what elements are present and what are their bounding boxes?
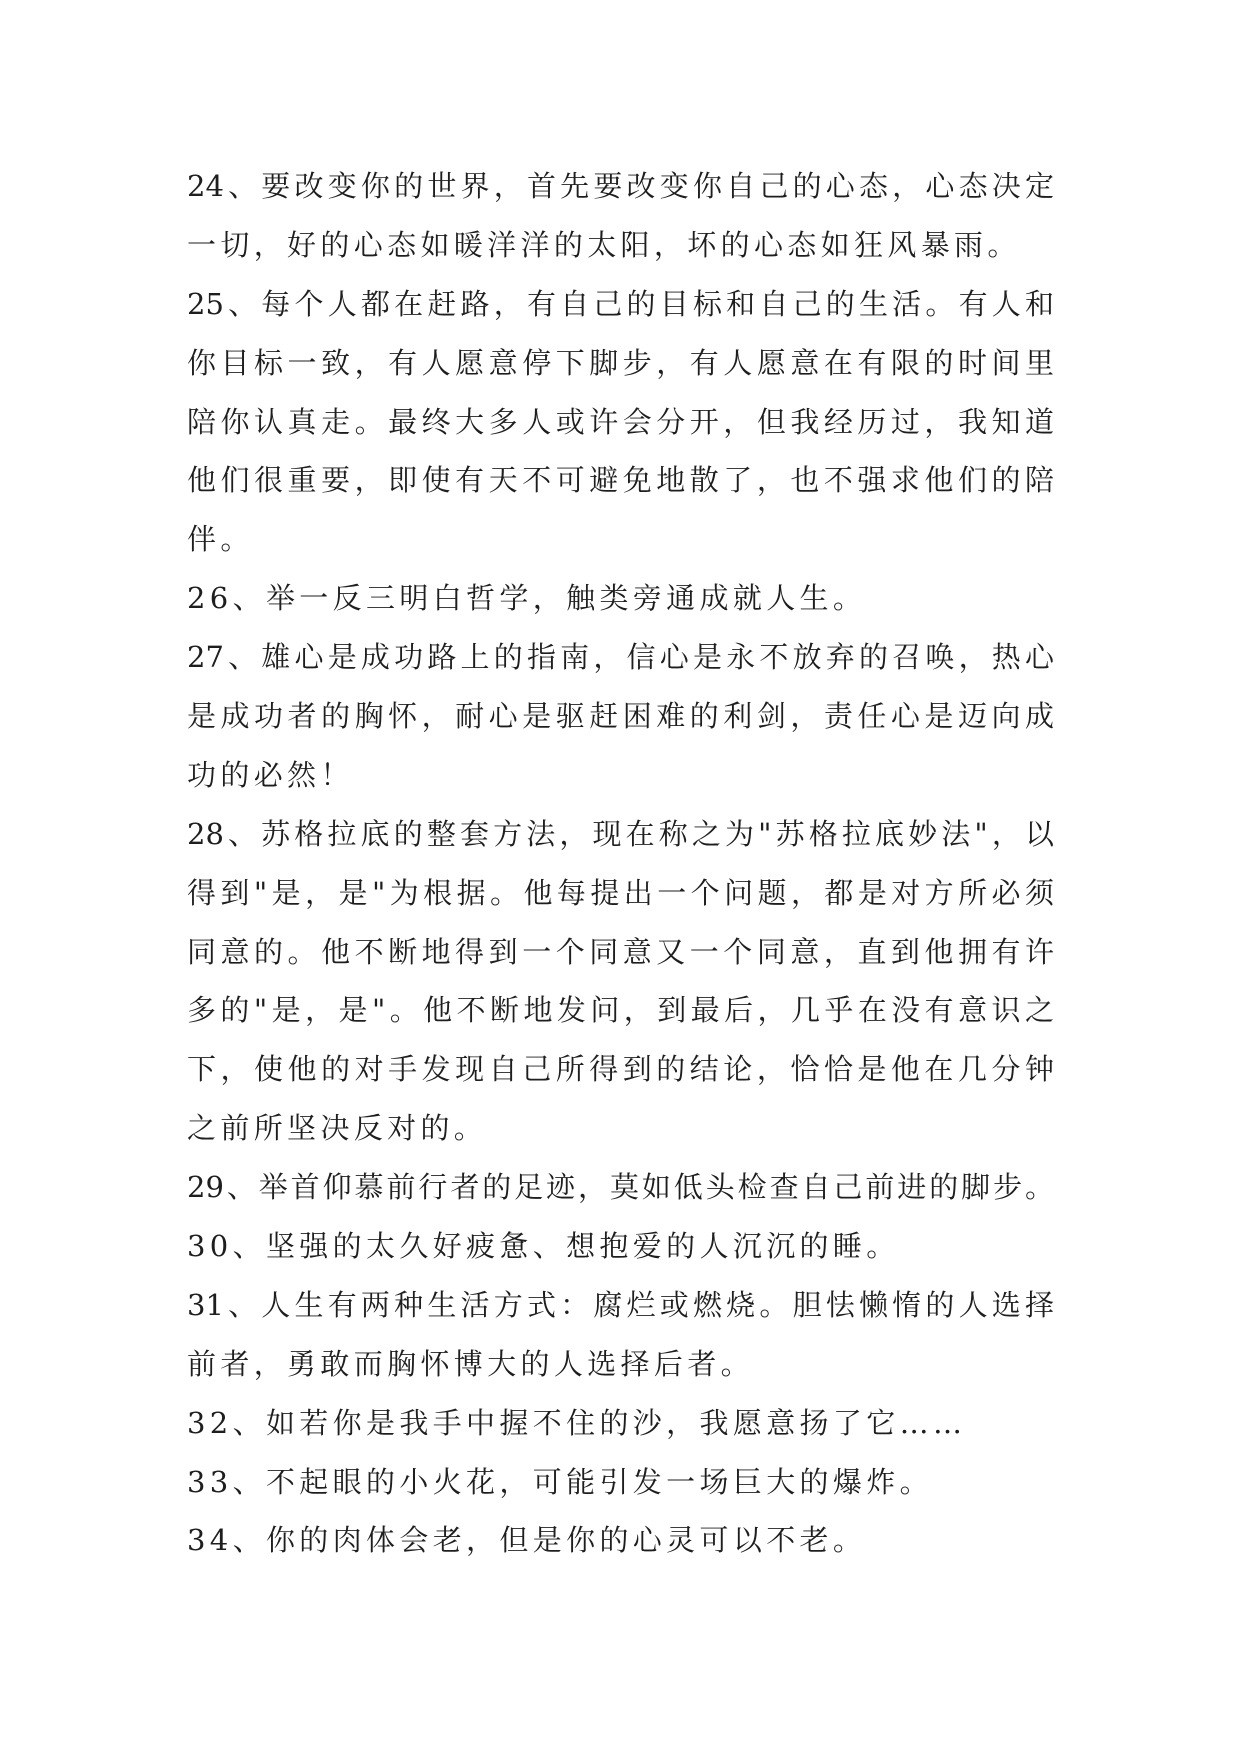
text-line: 多的"是，是"。他不断地发问，到最后，几乎在没有意识之 [187, 993, 1054, 1028]
text-line: 你目标一致，有人愿意停下脚步，有人愿意在有限的时间里 [187, 345, 1054, 380]
document-body [187, 157, 1054, 1570]
text-line: 28、苏格拉底的整套方法，现在称之为"苏格拉底妙法"，以 [187, 816, 1054, 851]
text-line: 伴。 [187, 522, 254, 557]
paragraph-34 [187, 1511, 1054, 1570]
paragraph-31 [187, 1276, 1054, 1394]
text-line: 34、你的肉体会老，但是你的心灵可以不老。 [187, 1523, 867, 1558]
text-line: 一切，好的心态如暖洋洋的太阳，坏的心态如狂风暴雨。 [187, 227, 1021, 262]
text-line: 29、举首仰慕前行者的足迹，莫如低头检查自己前进的脚步。 [187, 1170, 1054, 1205]
text-line: 25、每个人都在赶路，有自己的目标和自己的生活。有人和 [187, 286, 1054, 321]
paragraph-25 [187, 275, 1054, 569]
text-line: 陪你认真走。最终大多人或许会分开，但我经历过，我知道 [187, 404, 1054, 439]
text-line: 下，使他的对手发现自己所得到的结论，恰恰是他在几分钟 [187, 1052, 1054, 1087]
paragraph-33 [187, 1453, 1054, 1512]
text-line: 31、人生有两种生活方式：腐烂或燃烧。胆怯懒惰的人选择 [187, 1287, 1054, 1322]
text-line: 32、如若你是我手中握不住的沙，我愿意扬了它…… [187, 1405, 967, 1440]
text-line: 之前所坚决反对的。 [187, 1111, 488, 1146]
text-line: 同意的。他不断地得到一个同意又一个同意，直到他拥有许 [187, 934, 1054, 969]
text-line: 他们很重要，即使有天不可避免地散了，也不强求他们的陪 [187, 463, 1054, 498]
text-line: 27、雄心是成功路上的指南，信心是永不放弃的召唤，热心 [187, 640, 1054, 675]
paragraph-32 [187, 1394, 1054, 1453]
text-line: 33、不起眼的小火花，可能引发一场巨大的爆炸。 [187, 1464, 933, 1499]
text-line: 26、举一反三明白哲学，触类旁通成就人生。 [187, 581, 867, 616]
paragraph-26 [187, 569, 1054, 628]
text-line: 是成功者的胸怀，耐心是驱赶困难的利剑，责任心是迈向成 [187, 699, 1054, 734]
text-line: 24、要改变你的世界，首先要改变你自己的心态，心态决定 [187, 169, 1054, 203]
paragraph-28 [187, 805, 1054, 1158]
paragraph-24 [187, 157, 1054, 275]
paragraph-30 [187, 1217, 1054, 1276]
text-line: 30、坚强的太久好疲惫、想抱爱的人沉沉的睡。 [187, 1229, 900, 1264]
text-line: 得到"是，是"为根据。他每提出一个问题，都是对方所必须 [187, 875, 1054, 910]
text-line: 功的必然！ [187, 757, 354, 792]
paragraph-27 [187, 628, 1054, 805]
text-line: 前者，勇敢而胸怀博大的人选择后者。 [187, 1346, 754, 1381]
paragraph-29 [187, 1158, 1054, 1217]
